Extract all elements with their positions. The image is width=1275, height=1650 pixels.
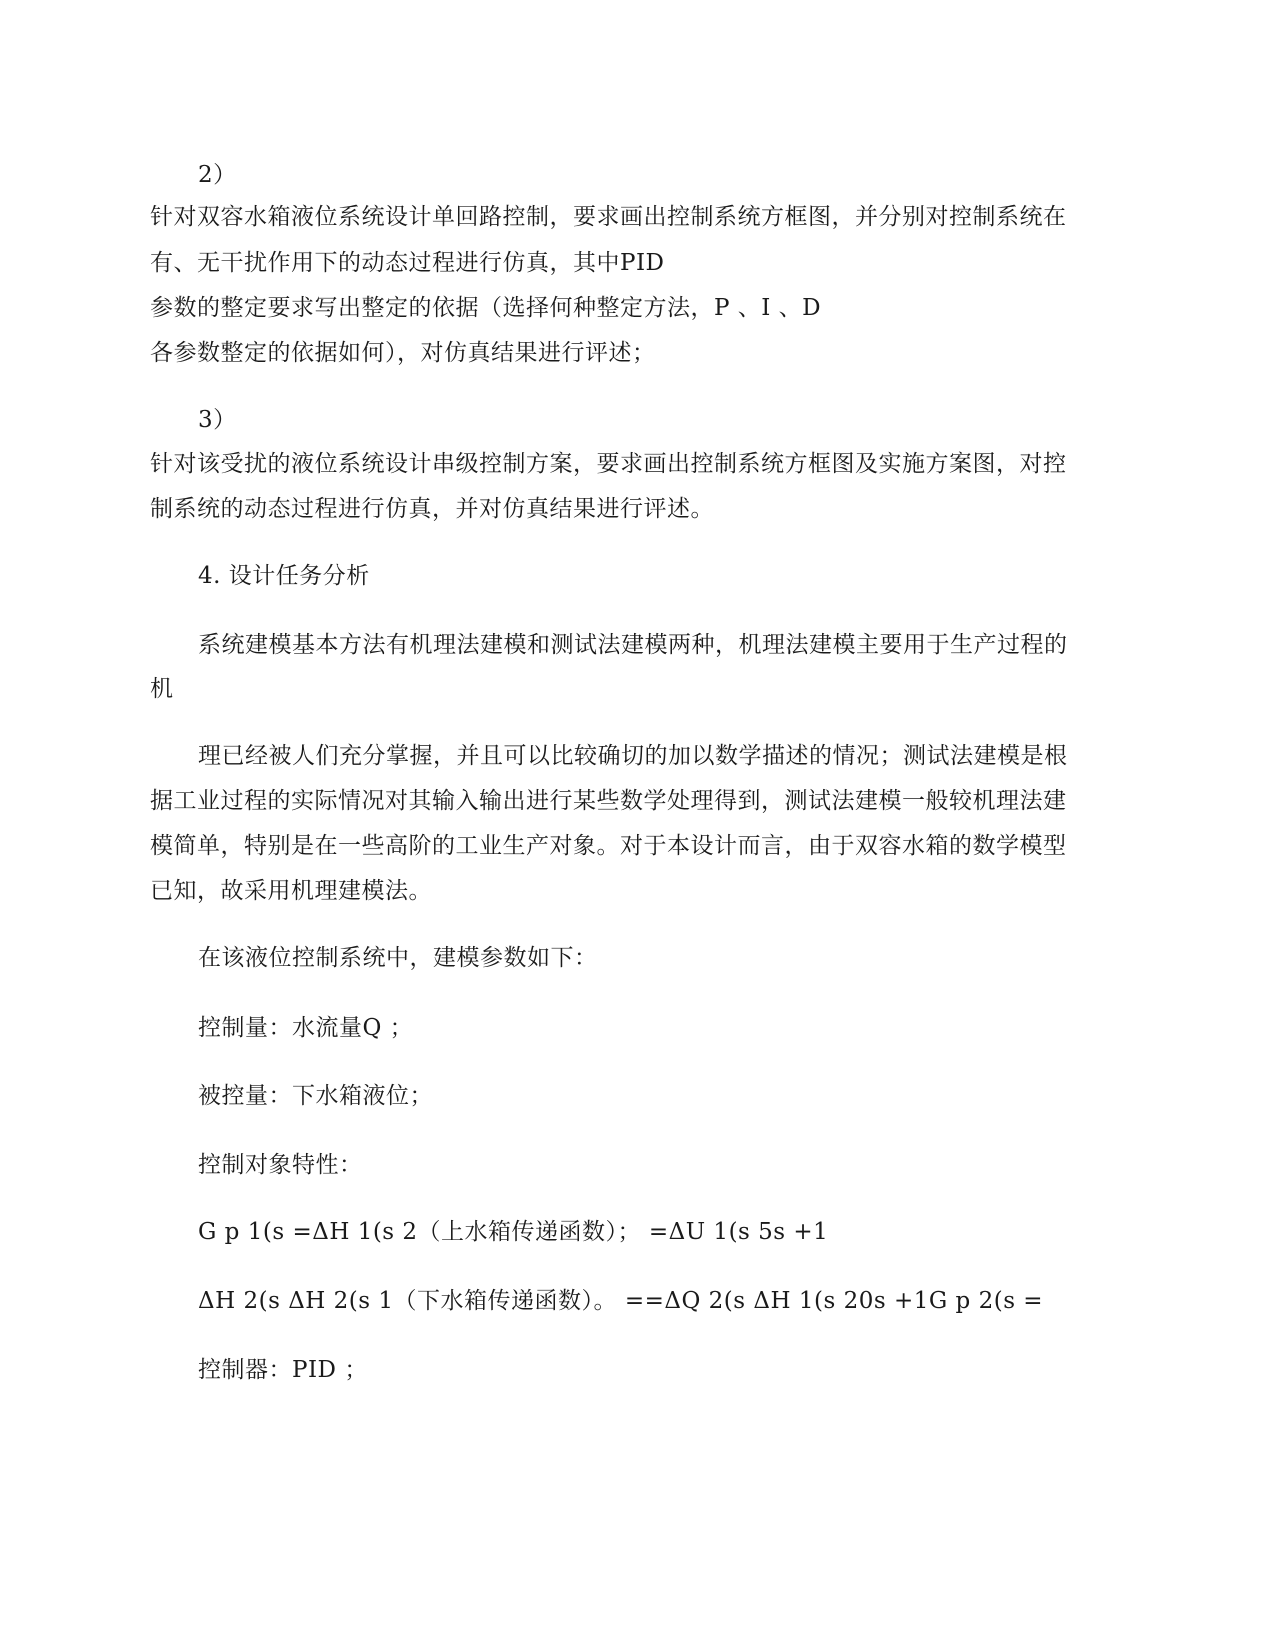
paragraph-2-line-4: 已知，故采用机理建模法。 (150, 878, 432, 904)
formula-lower-tank: ΔH 2(s ΔH 2(s 1（下水箱传递函数）。 ==ΔQ 2(s ΔH 1(s 20s +1G p 2(s = (198, 1288, 1044, 1314)
requirement-2-line-3: 参数的整定要求写出整定的依据（选择何种整定方法，P 、I 、D (150, 295, 822, 321)
requirement-3-line-2: 制系统的动态过程进行仿真，并对仿真结果进行评述。 (150, 496, 714, 522)
paragraph-2-line-3: 模简单，特别是在一些高阶的工业生产对象。对于本设计而言，由于双容水箱的数学模型 (150, 833, 1067, 859)
plant-characteristics-label: 控制对象特性： (198, 1152, 363, 1178)
paragraph-1-line-2: 机 (150, 676, 174, 702)
requirement-2-line-4: 各参数整定的依据如何），对仿真结果进行评述； (150, 340, 656, 366)
modeling-params-intro: 在该液位控制系统中，建模参数如下： (198, 945, 598, 971)
paragraph-2-line-1: 理已经被人们充分掌握，并且可以比较确切的加以数学描述的情况；测试法建模是根 (198, 743, 1068, 769)
requirement-2-line-2: 有、无干扰作用下的动态过程进行仿真，其中PID (150, 250, 665, 276)
controller-line: 控制器：PID ； (198, 1357, 368, 1383)
formula-upper-tank: G p 1(s =ΔH 1(s 2（上水箱传递函数）； =ΔU 1(s 5s +1 (198, 1219, 829, 1245)
section-heading: 4. 设计任务分析 (198, 563, 370, 589)
paragraph-1-line-1: 系统建模基本方法有机理法建模和测试法建模两种，机理法建模主要用于生产过程的 (198, 632, 1068, 658)
requirement-3-line-1: 针对该受扰的液位系统设计串级控制方案，要求画出控制系统方框图及实施方案图，对控 (150, 451, 1067, 477)
controlled-variable: 被控量：下水箱液位； (198, 1083, 433, 1109)
item-number-2: 2） (198, 162, 237, 188)
paragraph-2-line-2: 据工业过程的实际情况对其输入输出进行某些数学处理得到，测试法建模一般较机理法建 (150, 788, 1067, 814)
control-variable: 控制量：水流量Q ； (198, 1015, 414, 1041)
requirement-2-line-1: 针对双容水箱液位系统设计单回路控制，要求画出控制系统方框图，并分别对控制系统在 (150, 204, 1067, 230)
item-number-3: 3） (198, 407, 237, 433)
